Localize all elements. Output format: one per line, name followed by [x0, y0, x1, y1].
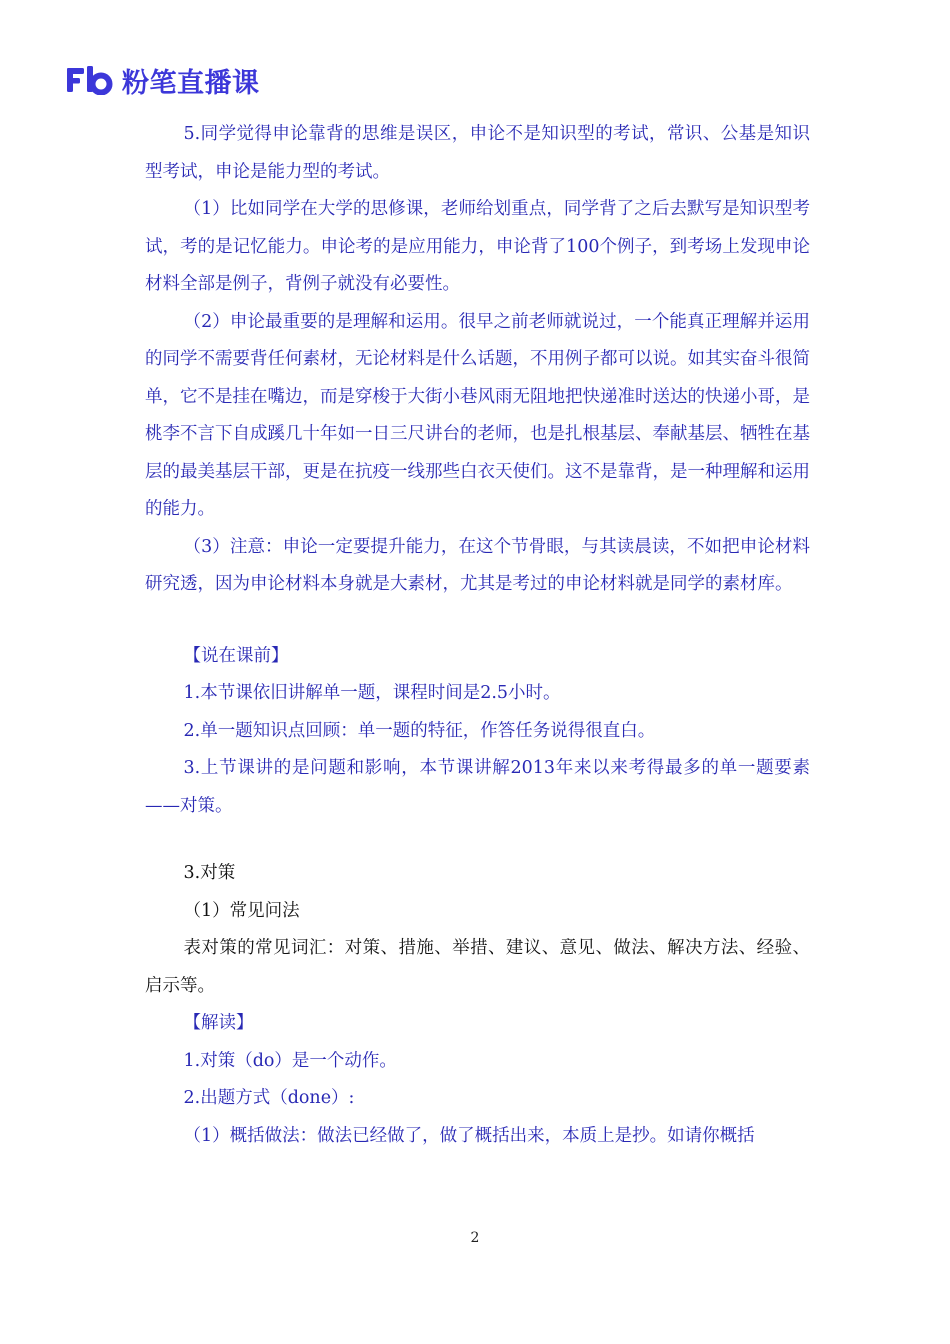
- intro-paragraph-2: （2）申论最重要的是理解和运用。很早之前老师就说过，一个能真正理解并运用的同学不需要背任何素材，无论材料是什么话题，不用例子都可以说。如其实奋斗很简单，它不是挂在嘴边，而是穿梭于大街小巷风雨无阻地把快递准时送达的快递小哥，是桃李不言下自成蹊几十年如一日三尺讲台的老师，也是扎根基层、奉献基层、牺牲在基层的最美基层干部，更是在抗疫一线那些白衣天使们。这不是靠背，是一种理解和运用的能力。: [145, 311, 810, 519]
- spacer: [145, 604, 810, 638]
- subsection-title: （1）常见问法: [183, 900, 300, 921]
- fb-logo-icon: [66, 65, 114, 95]
- interpretation-heading: 【解读】: [183, 1013, 254, 1033]
- pre-class-item-1: 1.本节课依旧讲解单一题，课程时间是2.5小时。: [183, 683, 561, 703]
- section-title: 3.对策: [183, 863, 236, 883]
- brand-logo: [66, 64, 260, 99]
- intro-paragraph-1: （1）比如同学在大学的思修课，老师给划重点，同学背了之后去默写是知识型考试，考的是记忆能力。申论考的是应用能力，申论背了100个例子，到考场上发现申论材料全部是例子，背例子就没有必要性。: [145, 199, 810, 294]
- pre-class-item-2: 2.单一题知识点回顾：单一题的特征，作答任务说得很直白。: [183, 720, 656, 741]
- page-number: 2: [470, 1230, 480, 1246]
- interpretation-item-3: （1）概括做法：做法已经做了，做了概括出来，本质上是抄。如请你概括: [183, 1125, 755, 1146]
- intro-paragraph-5: 5.同学觉得申论靠背的思维是误区，申论不是知识型的考试，常识、公基是知识型考试，申论是能力型的考试。: [145, 124, 810, 182]
- interpretation-item-2: 2.出题方式（done）:: [183, 1088, 355, 1108]
- interpretation-item-1: 1.对策（do）是一个动作。: [183, 1050, 397, 1071]
- intro-paragraph-3: （3）注意：申论一定要提升能力，在这个节骨眼，与其读晨读，不如把申论材料研究透，因为申论材料本身就是大素材，尤其是考过的申论材料就是同学的素材库。: [145, 536, 810, 594]
- pre-class-heading: 【说在课前】: [183, 645, 289, 666]
- document-body: [145, 116, 810, 1155]
- spacer: [145, 825, 810, 855]
- vocab-paragraph: 表对策的常见词汇：对策、措施、举措、建议、意见、做法、解决方法、经验、启示等。: [145, 938, 810, 996]
- pre-class-item-3: 3.上节课讲的是问题和影响，本节课讲解2013年来以来考得最多的单一题要素——对策。: [145, 758, 810, 816]
- brand-name: 粉笔直播课: [122, 67, 260, 99]
